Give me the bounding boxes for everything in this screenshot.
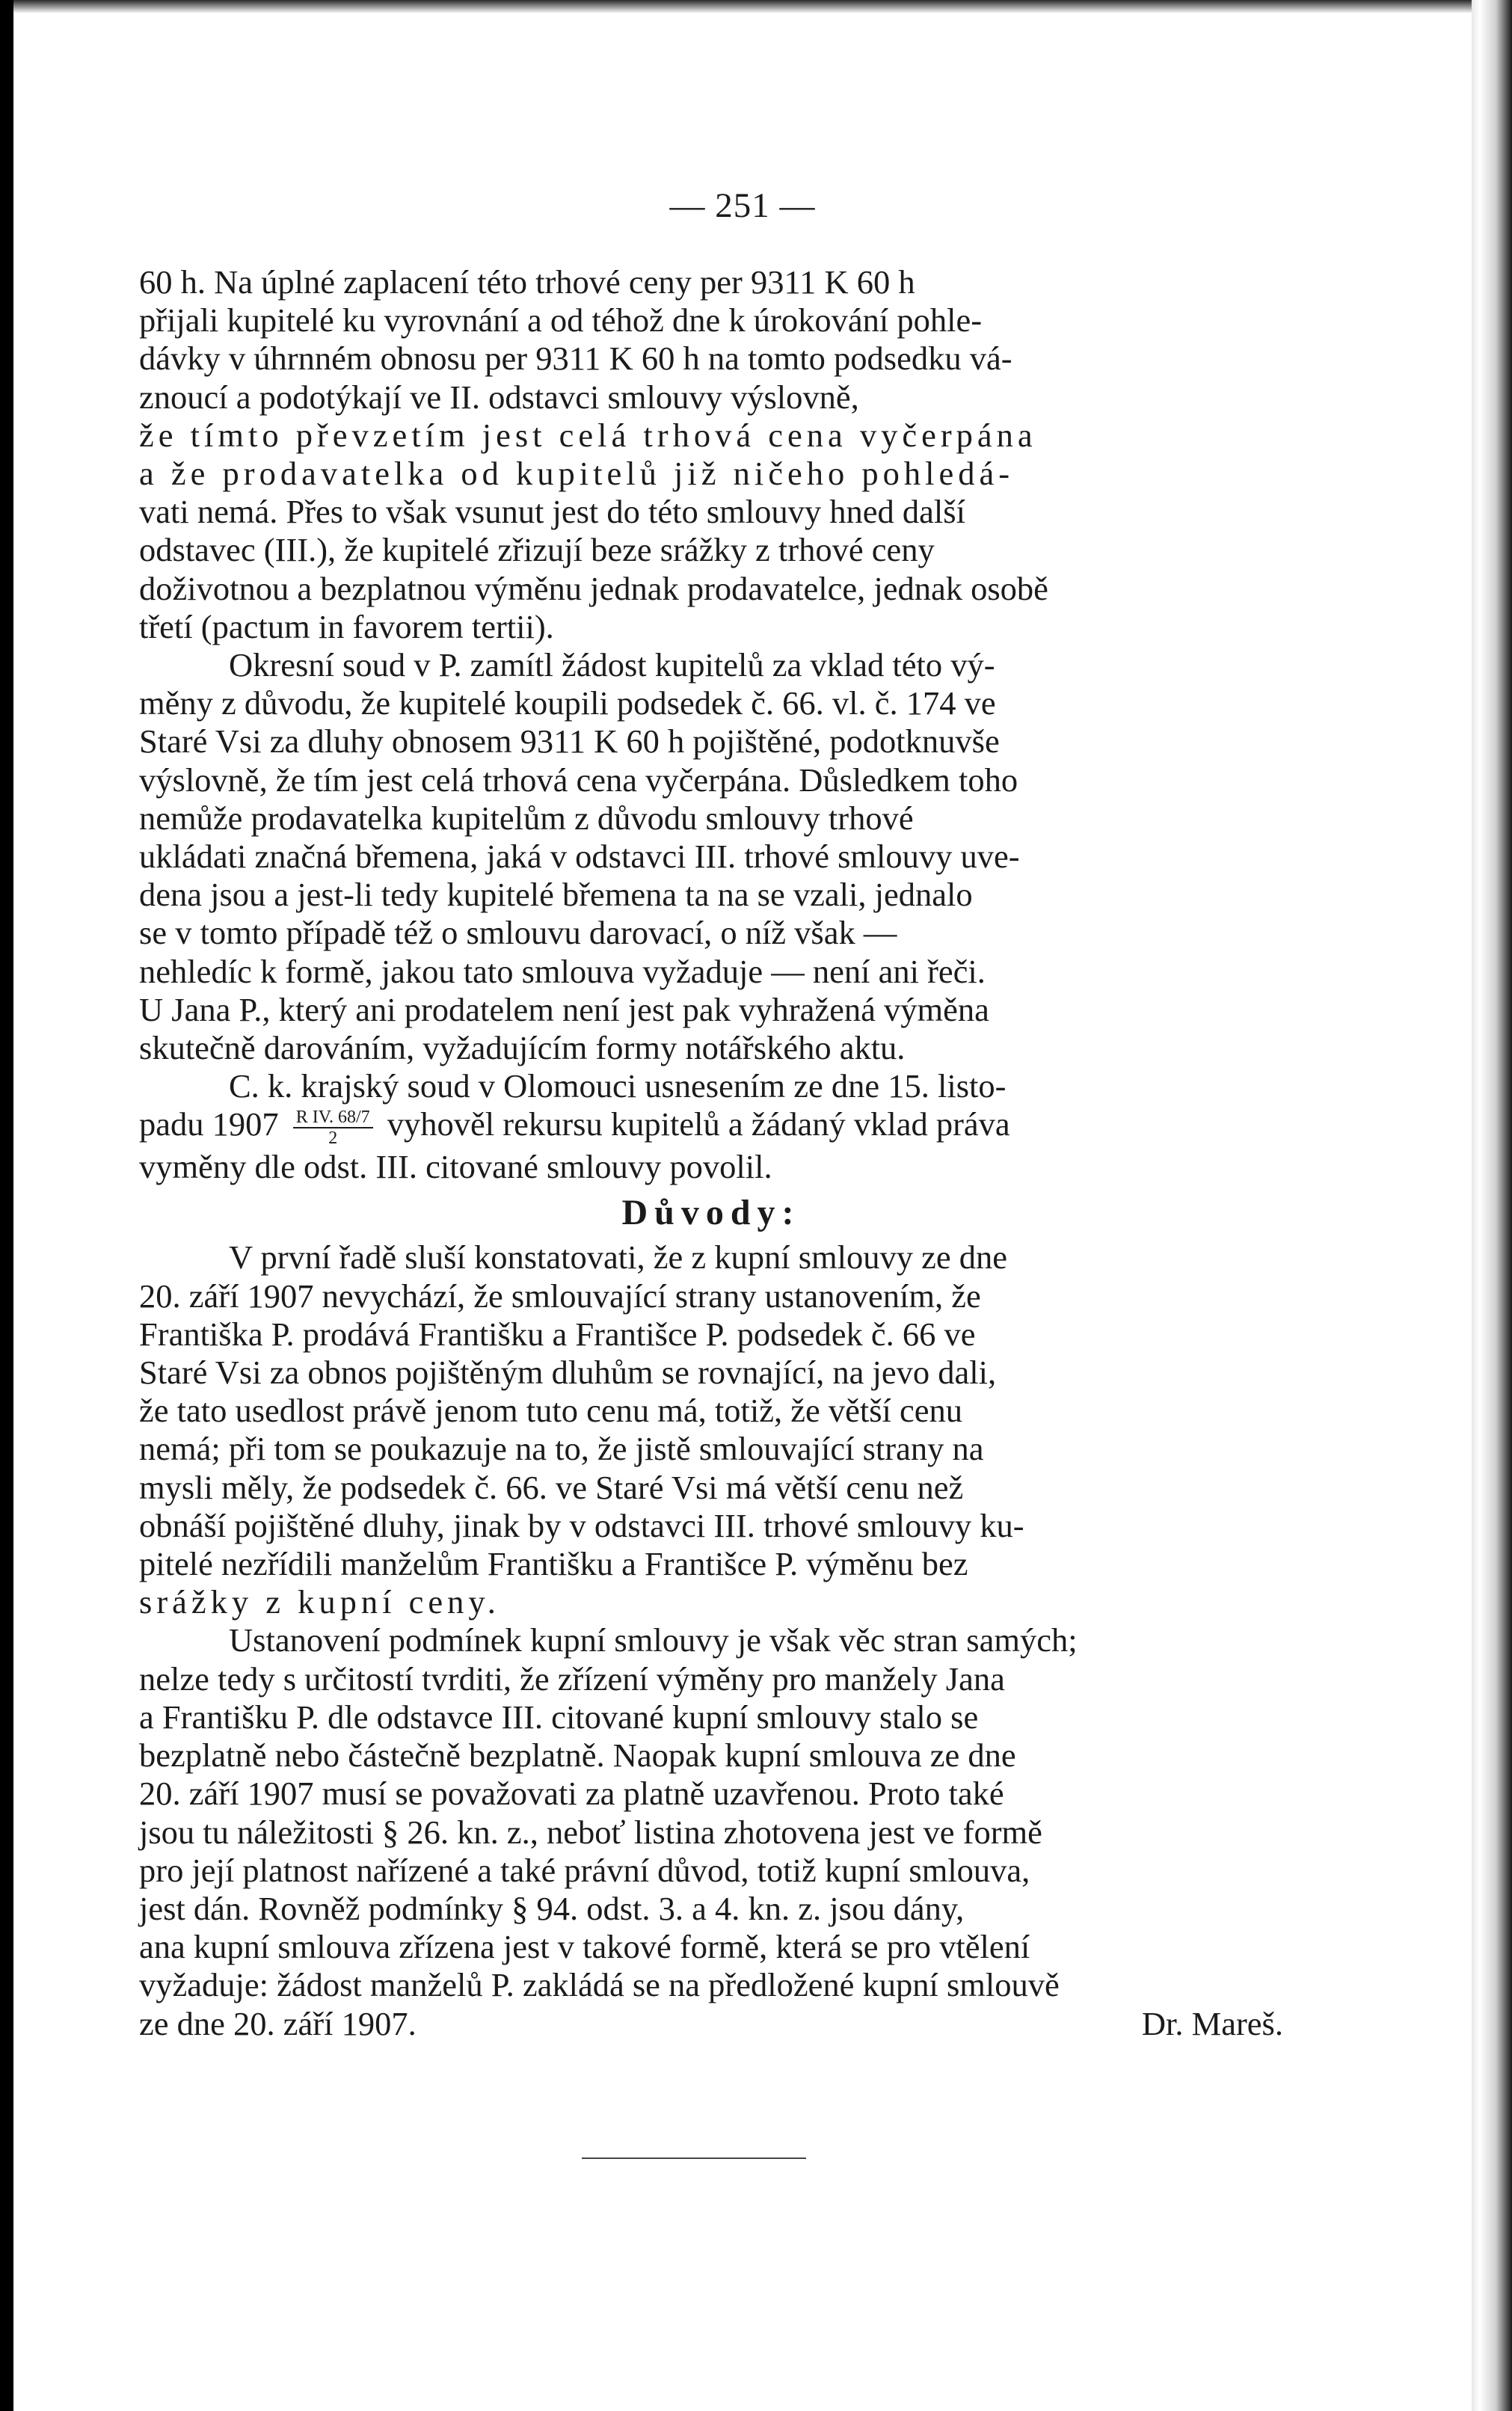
text-line: jsou tu náležitosti § 26. kn. z., neboť listina zhotovena jest ve formě xyxy=(139,1813,1042,1851)
signature: Dr. Mareš. xyxy=(1141,2004,1283,2042)
text-line: V první řadě sluší konstatovati, že z kupní smlouvy ze dne xyxy=(229,1238,1008,1277)
text-line: nemůže prodavatelka kupitelům z důvodu smlouvy trhové xyxy=(139,799,914,837)
scan-edge-top xyxy=(13,0,1472,13)
text-line: pitelé nezřídili manželům Františku a Františce P. výměnu bez xyxy=(139,1545,968,1583)
document-page xyxy=(13,0,1472,2411)
text-line: 20. září 1907 nevychází, že smlouvající strany ustanovením, že xyxy=(139,1277,981,1315)
text-line: bezplatně nebo částečně bezplatně. Naopak kupní smlouva ze dne xyxy=(139,1736,1016,1775)
text-line: nemá; při tom se poukazuje na to, že jistě smlouvající strany na xyxy=(139,1430,984,1468)
scan-edge-right xyxy=(1472,0,1512,2411)
text-line: ana kupní smlouva zřízena jest v takové formě, která se pro vtělení xyxy=(139,1928,1030,1966)
text-line: měny z důvodu, že kupitelé koupili podsedek č. 66. vl. č. 174 ve xyxy=(139,684,996,722)
text-line: odstavec (III.), že kupitelé zřizují beze srážky z trhové ceny xyxy=(139,531,935,569)
text-line: se v tomto případě též o smlouvu darovací, o níž však — xyxy=(139,914,897,952)
text-line: dena jsou a jest-li tedy kupitelé břemena ta na se vzali, jednalo xyxy=(139,876,973,914)
text-line: Františka P. prodává Františku a Františce P. podsedek č. 66 ve xyxy=(139,1315,976,1353)
text-line: C. k. krajský soud v Olomouci usnesením ze dne 15. listo- xyxy=(229,1067,1007,1105)
text-line: výslovně, že tím jest celá trhová cena vyčerpána. Důsledkem toho xyxy=(139,761,1018,799)
section-heading: Důvody: xyxy=(621,1193,801,1233)
fraction-denominator: 2 xyxy=(328,1128,338,1149)
text-line: vati nemá. Přes to však vsunut jest do této smlouvy hned další xyxy=(139,493,965,531)
body-text xyxy=(139,263,1283,2043)
text-line: 20. září 1907 musí se považovati za platně uzavřenou. Proto také xyxy=(139,1775,1004,1813)
text-line: a že prodavatelka od kupitelů již ničeho pohledá- xyxy=(139,455,1015,493)
fraction-numerator: R IV. 68/7 xyxy=(293,1108,373,1128)
text-line: dávky v úhrnném obnosu per 9311 K 60 h na tomto podsedku vá- xyxy=(139,340,1012,378)
text-line: vyžaduje: žádost manželů P. zakládá se na předložené kupní smlouvě xyxy=(139,1966,1060,2004)
text-line: třetí (pactum in favorem tertii). xyxy=(139,607,554,645)
court-reference-fraction xyxy=(293,1108,373,1148)
text-line: pro její platnost nařízené a také právní důvod, totiž kupní smlouva, xyxy=(139,1851,1030,1889)
text-line-with-fraction xyxy=(139,1105,1283,1148)
text-line: mysli měly, že podsedek č. 66. ve Staré Vsi má větší cenu než xyxy=(139,1468,964,1506)
text-line: vyměny dle odst. III. citované smlouvy povolil. xyxy=(139,1148,772,1186)
text-line: 60 h. Na úplné zaplacení této trhové ceny per 9311 K 60 h xyxy=(139,263,915,301)
text-line: jest dán. Rovněž podmínky § 94. odst. 3. a 4. kn. z. jsou dány, xyxy=(139,1889,965,1927)
text-line: Okresní soud v P. zamítl žádost kupitelů za vklad této vý- xyxy=(229,646,995,684)
padu-post: vyhověl rekursu kupitelů a žádaný vklad práva xyxy=(387,1105,1010,1143)
text-line: že tato usedlost právě jenom tuto cenu má, totiž, že větší cenu xyxy=(139,1392,963,1430)
end-rule xyxy=(582,2157,806,2159)
page-number: — 251 — xyxy=(669,186,816,225)
text-line: skutečně darováním, vyžadujícím formy notářského aktu. xyxy=(139,1029,906,1067)
text-line: obnáší pojištěné dluhy, jinak by v odstavci III. trhové smlouvy ku- xyxy=(139,1506,1024,1544)
text-line: Ustanovení podmínek kupní smlouvy je však věc stran samých; xyxy=(229,1621,1078,1659)
text-line: srážky z kupní ceny. xyxy=(139,1583,500,1621)
text-line: přijali kupitelé ku vyrovnání a od téhož dne k úrokování pohle- xyxy=(139,301,983,340)
text-line: nehledíc k formě, jakou tato smlouva vyžaduje — není ani řeči. xyxy=(139,952,986,990)
last-line xyxy=(139,2005,1283,2043)
text-line: Staré Vsi za dluhy obnosem 9311 K 60 h pojištěné, podotknuvše xyxy=(139,722,1000,761)
text-line: doživotnou a bezplatnou výměnu jednak prodavatelce, jednak osobě xyxy=(139,569,1048,607)
text-line: U Jana P., který ani prodatelem není jest pak vyhražená výměna xyxy=(139,990,989,1028)
text-line: ukládati značná břemena, jaká v odstavci III. trhové smlouvy uve- xyxy=(139,838,1020,876)
text-line: znoucí a podotýkají ve II. odstavci smlouvy výslovně, xyxy=(139,378,859,416)
text-line: Staré Vsi za obnos pojištěným dluhům se rovnající, na jevo dali, xyxy=(139,1354,997,1392)
text-line: nelze tedy s určitostí tvrditi, že zřízení výměny pro manžely Jana xyxy=(139,1659,1005,1698)
padu-pre: padu 1907 xyxy=(139,1105,279,1143)
text-line: že tímto převzetím jest celá trhová cena vyčerpána xyxy=(139,416,1037,454)
text-line: a Františku P. dle odstavce III. citované kupní smlouvy stalo se xyxy=(139,1698,979,1736)
closing-date: ze dne 20. září 1907. xyxy=(139,2004,417,2042)
